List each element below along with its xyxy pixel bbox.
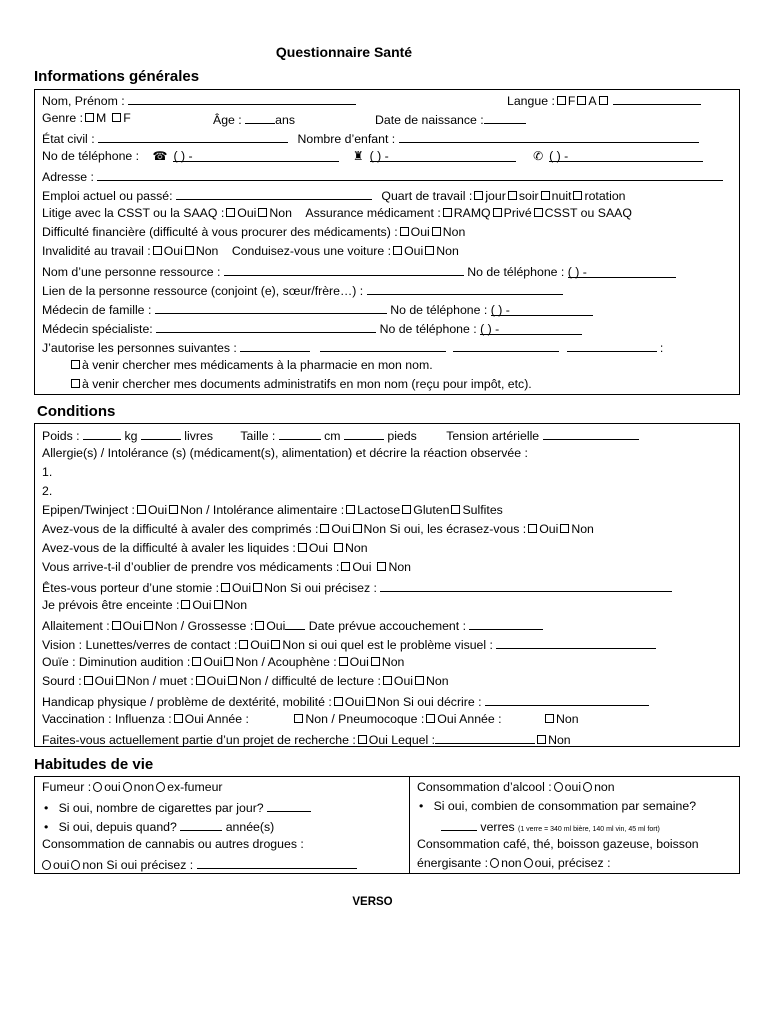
autorise-2-checkbox[interactable] xyxy=(71,379,80,388)
recherche-field[interactable] xyxy=(435,731,535,744)
comprimes-non-checkbox[interactable] xyxy=(353,524,362,533)
recherche-oui-checkbox[interactable] xyxy=(358,735,367,744)
tension-field[interactable] xyxy=(543,427,639,440)
bullet-icon: • xyxy=(44,820,49,834)
fumeur-oui-radio[interactable] xyxy=(93,782,102,792)
row-autorise-2: à venir chercher mes documents administratifs en mon nom (reçu pour impôt, etc). xyxy=(69,377,532,392)
grossesse-oui-checkbox[interactable] xyxy=(255,621,264,630)
row-etat-civil: État civil : Nombre d’enfant : xyxy=(42,130,699,147)
row-allergie: Allergie(s) / Intolérance (s) (médicament(s), alimentation) et décrire la réaction observée : xyxy=(42,446,528,460)
conduisez-oui-checkbox[interactable] xyxy=(393,246,402,255)
epipen-oui-checkbox[interactable] xyxy=(137,505,146,514)
ressource-field[interactable] xyxy=(224,263,464,276)
naissance-field[interactable] xyxy=(484,111,526,124)
row-cafe: Consommation café, thé, boisson gazeuse, boisson xyxy=(417,837,699,851)
influenza-oui-checkbox[interactable] xyxy=(174,714,183,723)
row-age: Âge : ans xyxy=(213,113,295,127)
bullet-icon: • xyxy=(419,799,424,813)
litige-non-checkbox[interactable] xyxy=(258,208,267,217)
alcool-oui-radio[interactable] xyxy=(554,782,563,792)
langue-a-checkbox[interactable] xyxy=(577,96,586,105)
grossesse-field[interactable] xyxy=(285,617,305,630)
row-difficulte: Difficulté financière (difficulté à vous procurer des médicaments) : Oui Non xyxy=(42,225,466,239)
pneumo-non-checkbox[interactable] xyxy=(545,714,554,723)
litige-oui-checkbox[interactable] xyxy=(226,208,235,217)
row-verres: verres (1 verre = 340 ml bière, 140 ml vin, 45 ml fort) xyxy=(441,818,660,837)
row-cafe-choice: énergisante : non oui, précisez : xyxy=(417,856,611,870)
row-oublier: Vous arrive-t-il d’oublier de prendre vos médicaments : Oui Non xyxy=(42,560,412,574)
comprimes-oui-checkbox[interactable] xyxy=(320,524,329,533)
sulfites-checkbox[interactable] xyxy=(451,505,460,514)
lactose-checkbox[interactable] xyxy=(346,505,355,514)
cafe-oui-radio[interactable] xyxy=(524,858,533,868)
ecrasez-oui-checkbox[interactable] xyxy=(528,524,537,533)
genre-f-checkbox[interactable] xyxy=(112,113,121,122)
row-cigarettes: • Si oui, nombre de cigarettes par jour? xyxy=(44,799,311,816)
depuis-field[interactable] xyxy=(180,818,222,831)
stomie-field[interactable] xyxy=(380,579,672,592)
adresse-field[interactable] xyxy=(97,168,723,181)
section-general-title: Informations générales xyxy=(34,68,200,85)
row-alcool: Consommation d’alcool : oui non xyxy=(417,780,615,794)
work-phone-field[interactable]: ( ) - xyxy=(370,149,516,162)
stomie-oui-checkbox[interactable] xyxy=(221,583,230,592)
section-conditions-title: Conditions xyxy=(37,403,116,420)
soir-checkbox[interactable] xyxy=(508,191,517,200)
emploi-field[interactable] xyxy=(176,187,372,200)
csst-checkbox[interactable] xyxy=(534,208,543,217)
medecin-spec-phone-field[interactable]: ( ) - xyxy=(480,322,582,335)
langue-f-checkbox[interactable] xyxy=(557,96,566,105)
row-adresse: Adresse : xyxy=(42,168,723,185)
row-emploi: Emploi actuel ou passé: Quart de travail : jour soir nuit rotation xyxy=(42,189,626,203)
row-cannabis: Consommation de cannabis ou autres drogues : xyxy=(42,837,304,851)
row-ouie: Ouïe : Diminution audition : Oui Non / Acouphène : Oui Non xyxy=(42,655,405,669)
oublier-non-checkbox[interactable] xyxy=(377,562,386,571)
row-medecin-spec: Médecin spécialiste: No de téléphone : ( ) - xyxy=(42,320,582,337)
row-cannabis-choice: oui non Si oui précisez : xyxy=(42,856,357,873)
verres-field[interactable] xyxy=(441,818,477,831)
lecture-oui-checkbox[interactable] xyxy=(383,676,392,685)
acouphene-non-checkbox[interactable] xyxy=(371,657,380,666)
row-liquides: Avez-vous de la difficulté à avaler les liquides : Oui Non xyxy=(42,541,368,555)
row-sourd: Sourd : Oui Non / muet : Oui Non / difficulté de lecture : Oui Non xyxy=(42,674,449,688)
accouchement-field[interactable] xyxy=(469,617,543,630)
conditions-box xyxy=(34,423,740,747)
fumeur-non-radio[interactable] xyxy=(123,782,132,792)
muet-oui-checkbox[interactable] xyxy=(196,676,205,685)
row-recherche: Faites-vous actuellement partie d’un projet de recherche : Oui Lequel : Non xyxy=(42,733,571,747)
poids-livres-field[interactable] xyxy=(141,427,181,440)
row-genre: Genre : M F xyxy=(42,111,131,125)
langue-field[interactable] xyxy=(613,92,701,105)
genre-m-checkbox[interactable] xyxy=(85,113,94,122)
cigarettes-field[interactable] xyxy=(267,799,311,812)
ramq-checkbox[interactable] xyxy=(443,208,452,217)
liquides-non-checkbox[interactable] xyxy=(334,543,343,552)
row-invalidite: Invalidité au travail : Oui Non Conduisez-vous une voiture : Oui Non xyxy=(42,244,459,258)
row-autorise: J’autorise les personnes suivantes : : xyxy=(42,341,664,355)
handicap-oui-checkbox[interactable] xyxy=(334,697,343,706)
row-allergie-2: 2. xyxy=(42,484,53,498)
difficulte-oui-checkbox[interactable] xyxy=(400,227,409,236)
nuit-checkbox[interactable] xyxy=(541,191,550,200)
medecin-famille-phone-field[interactable]: ( ) - xyxy=(491,303,593,316)
row-epipen: Epipen/Twinject : Oui Non / Intolérance alimentaire : Lactose Gluten Sulfites xyxy=(42,503,503,517)
mobile-phone-icon: ✆ xyxy=(533,149,544,163)
recherche-non-checkbox[interactable] xyxy=(537,735,546,744)
page-title: Questionnaire Santé xyxy=(275,44,413,60)
vision-oui-checkbox[interactable] xyxy=(239,640,248,649)
enceinte-oui-checkbox[interactable] xyxy=(181,600,190,609)
medecin-famille-field[interactable] xyxy=(155,301,387,314)
row-autorise-1: à venir chercher mes médicaments à la pharmacie en mon nom. xyxy=(69,358,433,373)
row-allaitement: Allaitement : Oui Non / Grossesse : Oui Date prévue accouchement : xyxy=(42,617,543,634)
work-phone-icon: ♜ xyxy=(352,149,364,163)
fumeur-ex-radio[interactable] xyxy=(156,782,165,792)
enceinte-non-checkbox[interactable] xyxy=(214,600,223,609)
cannabis-oui-radio[interactable] xyxy=(42,860,51,870)
age-field[interactable] xyxy=(245,111,275,124)
row-vision: Vision : Lunettes/verres de contact : Oui Non si oui quel est le problème visuel : xyxy=(42,636,656,653)
allaitement-oui-checkbox[interactable] xyxy=(112,621,121,630)
row-stomie: Êtes-vous porteur d’une stomie : Oui Non Si oui précisez : xyxy=(42,579,672,596)
epipen-non-checkbox[interactable] xyxy=(169,505,178,514)
pneumo-oui-checkbox[interactable] xyxy=(426,714,435,723)
lien-field[interactable] xyxy=(367,282,563,295)
prive-checkbox[interactable] xyxy=(493,208,502,217)
mobile-phone-field[interactable]: ( ) - xyxy=(549,149,703,162)
autorise-field-3[interactable] xyxy=(453,339,559,352)
gluten-checkbox[interactable] xyxy=(402,505,411,514)
row-lien: Lien de la personne ressource (conjoint (e), sœur/frère…) : xyxy=(42,282,563,299)
handicap-non-checkbox[interactable] xyxy=(366,697,375,706)
row-handicap: Handicap physique / problème de dextérité, mobilité : Oui Non Si oui décrire : xyxy=(42,693,649,710)
vision-non-checkbox[interactable] xyxy=(271,640,280,649)
etat-civil-field[interactable] xyxy=(98,130,288,143)
allaitement-non-checkbox[interactable] xyxy=(144,621,153,630)
row-combien: • Si oui, combien de consommation par semaine? xyxy=(419,799,697,813)
ecrasez-non-checkbox[interactable] xyxy=(560,524,569,533)
conduisez-non-checkbox[interactable] xyxy=(425,246,434,255)
oublier-oui-checkbox[interactable] xyxy=(341,562,350,571)
poids-kg-field[interactable] xyxy=(83,427,121,440)
acouphene-oui-checkbox[interactable] xyxy=(339,657,348,666)
cannabis-field[interactable] xyxy=(197,856,357,869)
row-nom: Nom, Prénom : xyxy=(42,92,356,109)
vision-field[interactable] xyxy=(496,636,656,649)
row-fumeur: Fumeur : oui non ex-fumeur xyxy=(42,780,223,794)
ouie-non-checkbox[interactable] xyxy=(224,657,233,666)
jour-checkbox[interactable] xyxy=(474,191,483,200)
row-enceinte: Je prévois être enceinte : Oui Non xyxy=(42,598,248,612)
rotation-checkbox[interactable] xyxy=(573,191,582,200)
taille-pieds-field[interactable] xyxy=(344,427,384,440)
section-habits-title: Habitudes de vie xyxy=(34,756,154,773)
habits-box xyxy=(34,776,740,874)
autorise-field-4[interactable] xyxy=(567,339,657,352)
autorise-field-1[interactable] xyxy=(240,339,310,352)
row-comprimes: Avez-vous de la difficulté à avaler des comprimés : Oui Non Si oui, les écrasez-vous : Oui Non xyxy=(42,522,594,536)
muet-non-checkbox[interactable] xyxy=(228,676,237,685)
sourd-non-checkbox[interactable] xyxy=(116,676,125,685)
habits-divider xyxy=(409,777,410,873)
row-langue: Langue : F A xyxy=(507,92,701,109)
general-box xyxy=(34,89,740,395)
stomie-non-checkbox[interactable] xyxy=(253,583,262,592)
invalidite-non-checkbox[interactable] xyxy=(185,246,194,255)
influenza-non-checkbox[interactable] xyxy=(294,714,303,723)
autorise-1-checkbox[interactable] xyxy=(71,360,80,369)
row-vaccination: Vaccination : Influenza : Oui Année : Non / Pneumocoque : Oui Année : Non xyxy=(42,712,579,726)
nom-field[interactable] xyxy=(128,92,356,105)
invalidite-oui-checkbox[interactable] xyxy=(153,246,162,255)
row-allergie-1: 1. xyxy=(42,465,53,479)
ressource-phone-field[interactable]: ( ) - xyxy=(568,265,676,278)
handicap-field[interactable] xyxy=(485,693,649,706)
home-phone-field[interactable]: ( ) - xyxy=(173,149,339,162)
enfants-field[interactable] xyxy=(399,130,699,143)
autorise-field-2[interactable] xyxy=(320,339,446,352)
sourd-oui-checkbox[interactable] xyxy=(84,676,93,685)
row-depuis: • Si oui, depuis quand? année(s) xyxy=(44,820,275,834)
row-litige: Litige avec la CSST ou la SAAQ : Oui Non Assurance médicament : RAMQ Privé CSST ou SAAQ xyxy=(42,206,632,220)
row-telephone: No de téléphone : ☎ ( ) - ♜ ( ) - ✆ ( ) - xyxy=(42,149,703,164)
taille-cm-field[interactable] xyxy=(279,427,321,440)
home-phone-icon: ☎ xyxy=(152,149,168,163)
liquides-oui-checkbox[interactable] xyxy=(298,543,307,552)
difficulte-non-checkbox[interactable] xyxy=(432,227,441,236)
cafe-non-radio[interactable] xyxy=(490,858,499,868)
ouie-oui-checkbox[interactable] xyxy=(192,657,201,666)
medecin-spec-field[interactable] xyxy=(156,320,376,333)
alcool-non-radio[interactable] xyxy=(583,782,592,792)
row-poids: Poids : kg livres Taille : cm pieds Tension artérielle xyxy=(42,427,639,444)
verso-label: VERSO xyxy=(352,896,393,908)
row-ressource: Nom d’une personne ressource : No de téléphone : ( ) - xyxy=(42,263,676,280)
row-naissance: Date de naissance : xyxy=(375,111,526,128)
langue-other-checkbox[interactable] xyxy=(599,96,608,105)
bullet-icon: • xyxy=(44,801,49,815)
cannabis-non-radio[interactable] xyxy=(71,860,80,870)
lecture-non-checkbox[interactable] xyxy=(415,676,424,685)
row-medecin-famille: Médecin de famille : No de téléphone : ( ) - xyxy=(42,301,593,318)
